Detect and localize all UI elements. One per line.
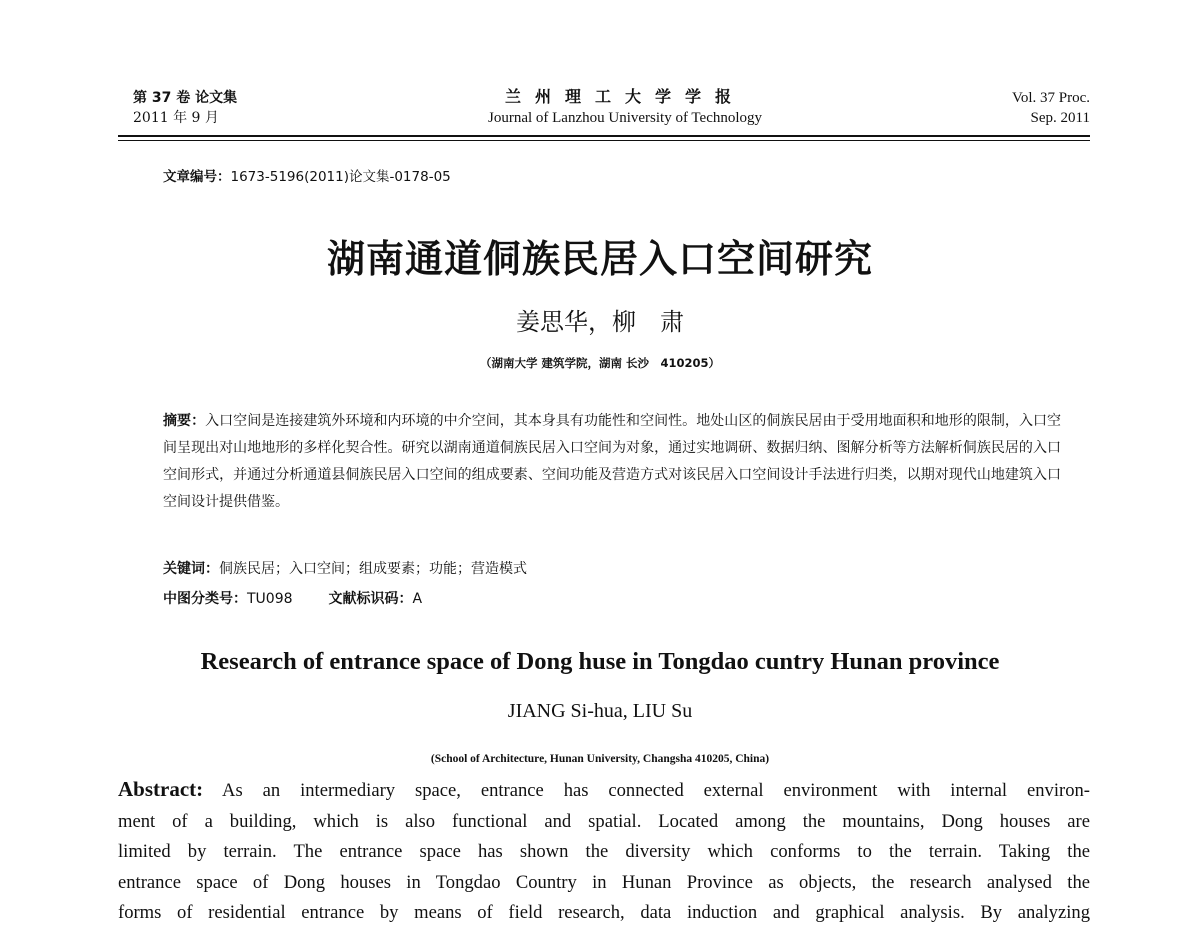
abstract-zh-label: 摘要： [163, 413, 206, 429]
header-date: 2011 年 9 月 [133, 110, 219, 126]
classification-zh [163, 589, 422, 609]
abstract-en [118, 774, 1090, 929]
article-number-label: 文章编号： [163, 169, 231, 185]
clc-label: 中图分类号： [163, 591, 247, 607]
abstract-zh [163, 408, 1061, 516]
journal-name-en: Journal of Lanzhou University of Technology [487, 110, 763, 126]
affiliation-zh: （湖南大学 建筑学院，湖南 长沙 410205） [479, 356, 720, 370]
header-volume-en: Vol. 37 Proc. [1011, 90, 1090, 106]
abstract-en-line-3: limited by terrain. The entrance space has shown the diversity which conforms to the terrain. Taking the [118, 841, 1090, 862]
header-rule-thin [118, 140, 1090, 141]
abstract-zh-text: 入口空间是连接建筑外环境和内环境的中介空间，其本身具有功能性和空间性。地处山区的侗族民居由于受用地面积和地形的限制，入口空间呈现出对山地地形的多样化契合性。研究以湖南通道侗族民居入口空间为对象，通过实地调研、数据归纳、图解分析等方法解析侗族民居的入口空间形式，并通过分析通道县侗族民居入口空间的组成要素、空间功能及营造方式对该民居入口空间设计手法进行归类，以期对现代山地建筑入口空间设计提供借鉴。 [163, 413, 1062, 510]
authors-en: JIANG Si-hua, LIU Su [507, 700, 693, 722]
abstract-en-line-1: Abstract: As an intermediary space, entrance has connected external environment with internal environ- [118, 777, 1090, 801]
article-number-value: 1673-5196(2011)论文集-0178-05 [230, 169, 451, 185]
header-rule-thick [118, 135, 1090, 137]
journal-name [450, 86, 800, 128]
keywords-zh [163, 559, 527, 579]
article-number [163, 165, 451, 185]
keywords-zh-text: 侗族民居；入口空间；组成要素；功能；营造模式 [219, 561, 527, 577]
doc-code-label: 文献标识码： [328, 591, 413, 607]
title-en: Research of entrance space of Dong huse in Tongdao cuntry Hunan province [200, 648, 1000, 675]
header-volume-info-en [1012, 88, 1090, 128]
title-zh: 湖南通道侗族民居入口空间研究 [326, 236, 873, 281]
abstract-en-label: Abstract: [118, 777, 204, 801]
doc-code-value: A [412, 591, 423, 607]
abstract-en-line-4: entrance space of Dong houses in Tongdao Country in Hunan Province as objects, the research analysed the [118, 871, 1090, 893]
header-date-en: Sep. 2011 [1030, 110, 1090, 126]
journal-name-zh: 兰州理工大学学报 [504, 87, 745, 106]
keywords-zh-label: 关键词： [163, 561, 219, 577]
clc-value: TU098 [247, 591, 293, 607]
abstract-en-line-5: forms of residential entrance by means of field research, data induction and graphical analysis. By analyzing [118, 902, 1090, 923]
header-volume: 第 37 卷 论文集 [133, 90, 238, 106]
authors-zh: 姜思华，柳 肃 [516, 308, 684, 336]
affiliation-en: (School of Architecture, Hunan University, Changsha 410205, China) [430, 753, 770, 765]
abstract-en-line-2: ment of a building, which is also functional and spatial. Located among the mountains, Dong houses are [118, 810, 1090, 832]
header-volume-info [133, 88, 237, 128]
